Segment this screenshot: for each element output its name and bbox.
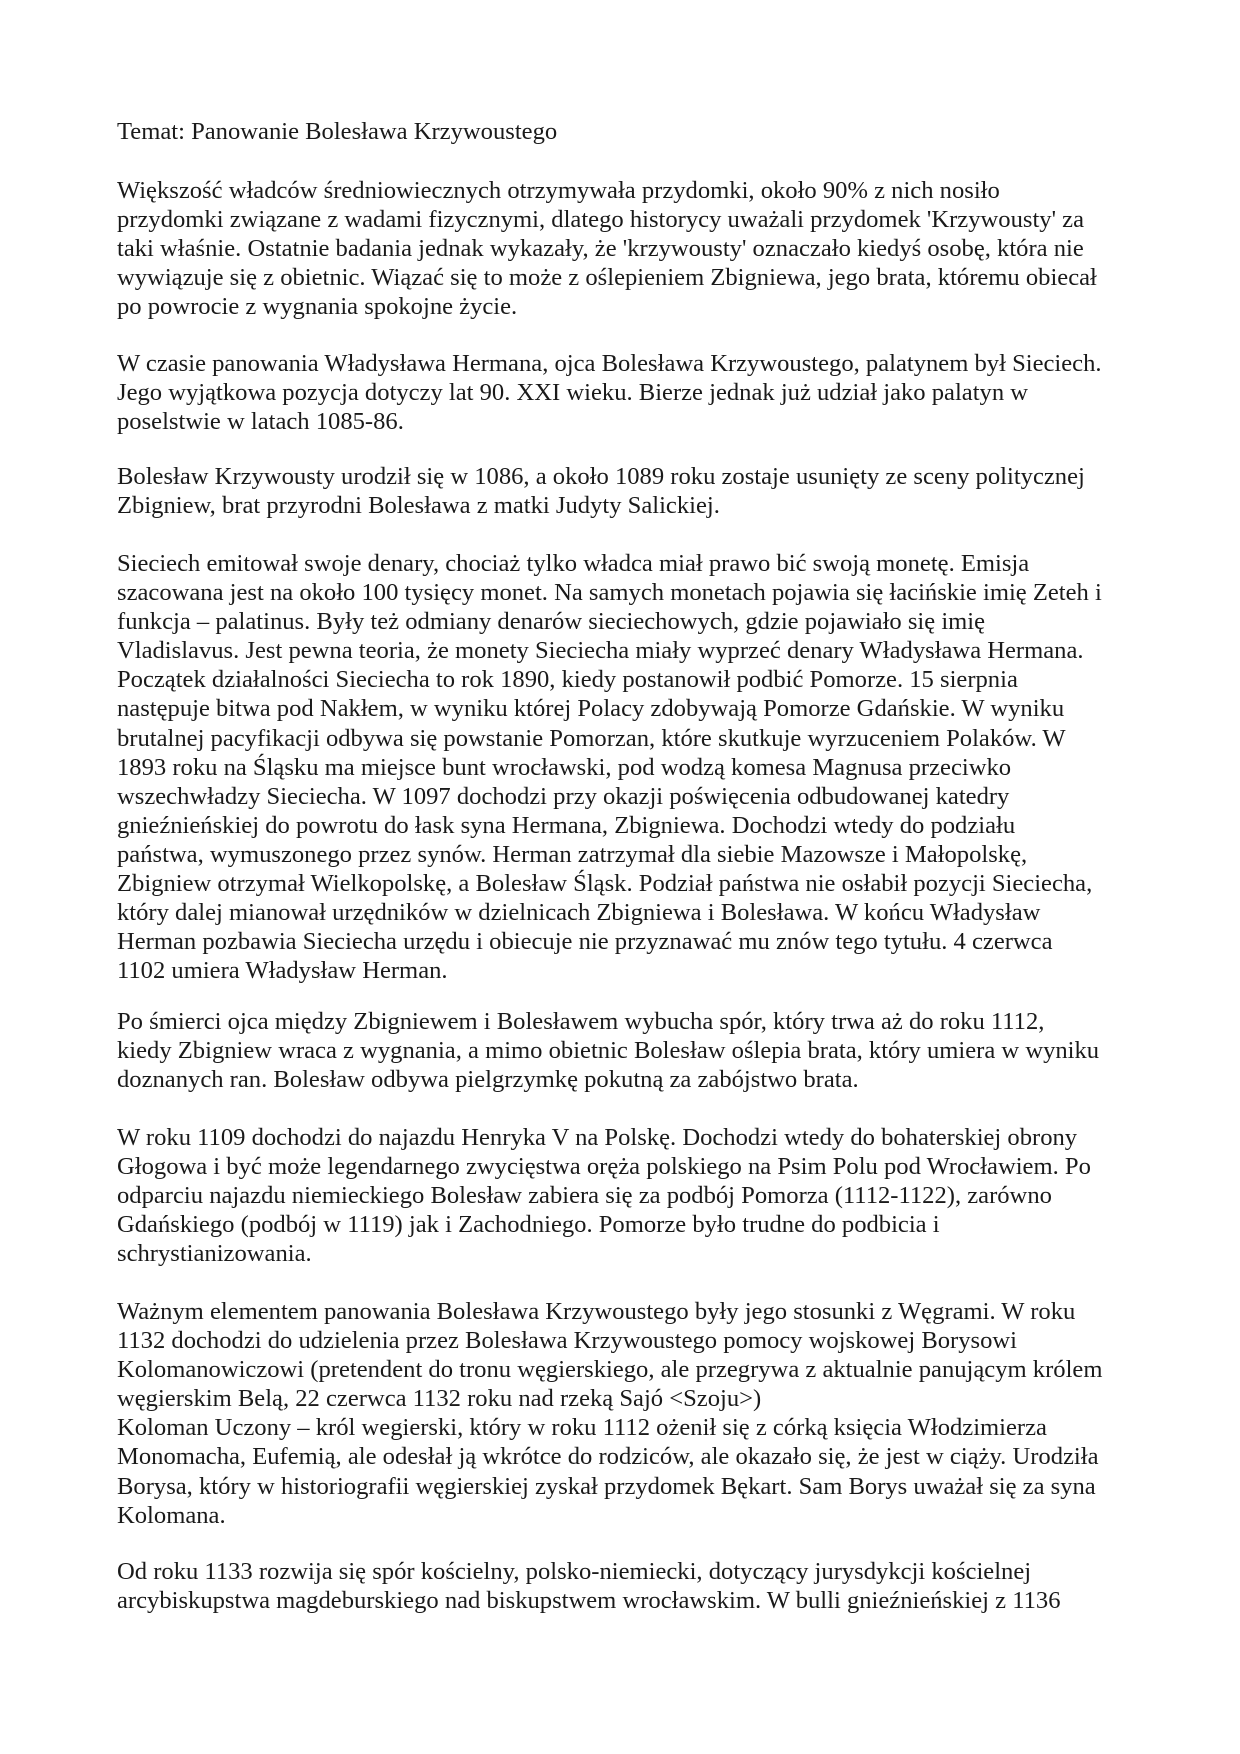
text-line: Gdańskiego (podbój w 1119) jak i Zachodniego. Pomorze było trudne do podbicia i (117, 1211, 940, 1239)
text-line: Po śmierci ojca między Zbigniewem i Bolesławem wybucha spór, który trwa aż do roku 1112, (117, 1008, 1045, 1035)
text-line: 1102 umiera Władysław Herman. (117, 957, 448, 985)
paragraph-sieciech-palatyn (117, 349, 1117, 436)
text-line: Koloman Uczony – król wegierski, który w roku 1112 ożenił się z córką księcia Włodzimierza (117, 1414, 1047, 1442)
text-line: wszechwładzy Sieciecha. W 1097 dochodzi przy okazji poświęcenia odbudowanej katedry (117, 782, 1010, 810)
text-line: węgierskim Belą, 22 czerwca 1132 roku nad rzeką Sajó <Szoju>) (117, 1385, 762, 1413)
text-line: gnieźnieńskiej do powrotu do łask syna Hermana, Zbigniewa. Dochodzi wtedy do podziału (117, 811, 1016, 839)
text-line: taki właśnie. Ostatnie badania jednak wykazały, że 'krzywousty' oznaczało kiedyś osobę, która nie (117, 235, 1084, 263)
text-line: Vladislavus. Jest pewna teoria, że monety Sieciecha miały wyprzeć denary Władysława Hermana. (117, 637, 1084, 665)
text-line: Zbigniew, brat przyrodni Bolesława z matki Judyty Salickiej. (117, 492, 720, 520)
text-line: Początek działalności Sieciecha to rok 1890, kiedy postanowił podbić Pomorze. 15 sierpnia (117, 666, 1018, 694)
text-line: doznanych ran. Bolesław odbywa pielgrzymkę pokutną za zabójstwo brata. (117, 1066, 859, 1094)
text-line: państwa, wymuszonego przez synów. Herman zatrzymał dla siebie Mazowsze i Małopolskę, (117, 840, 1028, 868)
text-line: poselstwie w latach 1085-86. (117, 408, 404, 436)
text-line: po powrocie z wygnania spokojne życie. (117, 293, 518, 321)
text-line: W czasie panowania Władysława Hermana, ojca Bolesława Krzywoustego, palatynem był Sieciech. (117, 350, 1102, 377)
text-line: kiedy Zbigniew wraca z wygnania, a mimo obietnic Bolesław oślepia brata, który umiera w wyniku (117, 1037, 1100, 1065)
text-line: 1893 roku na Śląsku ma miejsce bunt wrocławski, pod wodzą komesa Magnusa przeciwko (117, 753, 1012, 781)
text-line: W roku 1109 dochodzi do najazdu Henryka V na Polskę. Dochodzi wtedy do bohaterskiej obrony (117, 1124, 1078, 1151)
text-line: schrystianizowania. (117, 1240, 312, 1268)
text-line: wywiązuje się z obietnic. Wiązać się to może z oślepieniem Zbigniewa, jego brata, któremu obiecał (117, 264, 1097, 292)
text-line: Borysa, który w historiografii węgierskiej zyskał przydomek Bękart. Sam Borys uważał się za syna (117, 1472, 1096, 1500)
paragraph-stosunki-z-wegrami (117, 1297, 1117, 1530)
text-line: Herman pozbawia Sieciecha urzędu i obiecuje nie przyznawać mu znów tego tytułu. 4 czerwca (117, 928, 1053, 956)
text-line: Większość władców średniowiecznych otrzymywała przydomki, około 90% z nich nosiło (117, 177, 1000, 204)
text-line: odparciu najazdu niemieckiego Bolesław zabiera się za podbój Pomorza (1112-1122), zarówno (117, 1182, 1052, 1210)
text-line: Kolomana. (117, 1501, 226, 1529)
text-line: brutalnej pacyfikacji odbywa się powstanie Pomorzan, które skutkuje wyrzuceniem Polaków. W (117, 724, 1066, 752)
text-line: następuje bitwa pod Nakłem, w wyniku której Polacy zdobywają Pomorze Gdańskie. W wyniku (117, 695, 1065, 723)
text-line: Sieciech emitował swoje denary, chociaż tylko władca miał prawo bić swoją monetę. Emisja (117, 550, 1030, 577)
paragraph-spor-koscielny (117, 1557, 1117, 1615)
text-line: Głogowa i być może legendarnego zwycięstwa oręża polskiego na Psim Polu pod Wrocławiem. Po (117, 1153, 1091, 1181)
paragraph-najazd-henryka (117, 1123, 1117, 1268)
paragraph-spor-braci (117, 1007, 1117, 1094)
text-line: Monomacha, Eufemią, ale odesłał ją wkrótce do rodziców, ale okazało się, że jest w ciąży. Urodziła (117, 1443, 1099, 1471)
text-line: arcybiskupstwa magdeburskiego nad biskupstwem wrocławskim. W bulli gnieźnieńskiej z 1136 (117, 1587, 1061, 1615)
paragraph-narodziny (117, 462, 1117, 520)
text-line: Kolomanowiczowi (pretendent do tronu węgierskiego, ale przegrywa z aktualnie panującym królem (117, 1356, 1103, 1384)
document-title: Temat: Panowanie Bolesława Krzywoustego (117, 118, 558, 145)
text-line: 1132 dochodzi do udzielenia przez Bolesława Krzywoustego pomocy wojskowej Borysowi (117, 1327, 1017, 1355)
paragraph-przydomki (117, 176, 1117, 321)
text-line: szacowana jest na około 100 tysięcy monet. Na samych monetach pojawia się łacińskie imię Zeteh i (117, 579, 1102, 607)
text-line: Jego wyjątkowa pozycja dotyczy lat 90. XXI wieku. Bierze jednak już udział jako palatyn w (117, 379, 1029, 407)
text-line: przydomki związane z wadami fizycznymi, dlatego historycy uważali przydomek 'Krzywousty' za (117, 206, 1084, 234)
text-line: Zbigniew otrzymał Wielkopolskę, a Bolesław Śląsk. Podział państwa nie osłabił pozycji Sieciecha, (117, 870, 1093, 898)
text-line: Od roku 1133 rozwija się spór kościelny, polsko-niemiecki, dotyczący jurysdykcji kościelnej (117, 1558, 1032, 1585)
text-line: Bolesław Krzywousty urodził się w 1086, a około 1089 roku zostaje usunięty ze sceny politycznej (117, 463, 1085, 490)
text-line: Ważnym elementem panowania Bolesława Krzywoustego były jego stosunki z Węgrami. W roku (117, 1298, 1076, 1325)
text-line: funkcja – palatinus. Były też odmiany denarów sieciechowych, gdzie pojawiało się imię (117, 608, 986, 636)
text-line: który dalej mianował urzędników w dzielnicach Zbigniewa i Bolesława. W końcu Władysław (117, 899, 1041, 927)
paragraph-denary-sieciecha (117, 549, 1117, 985)
